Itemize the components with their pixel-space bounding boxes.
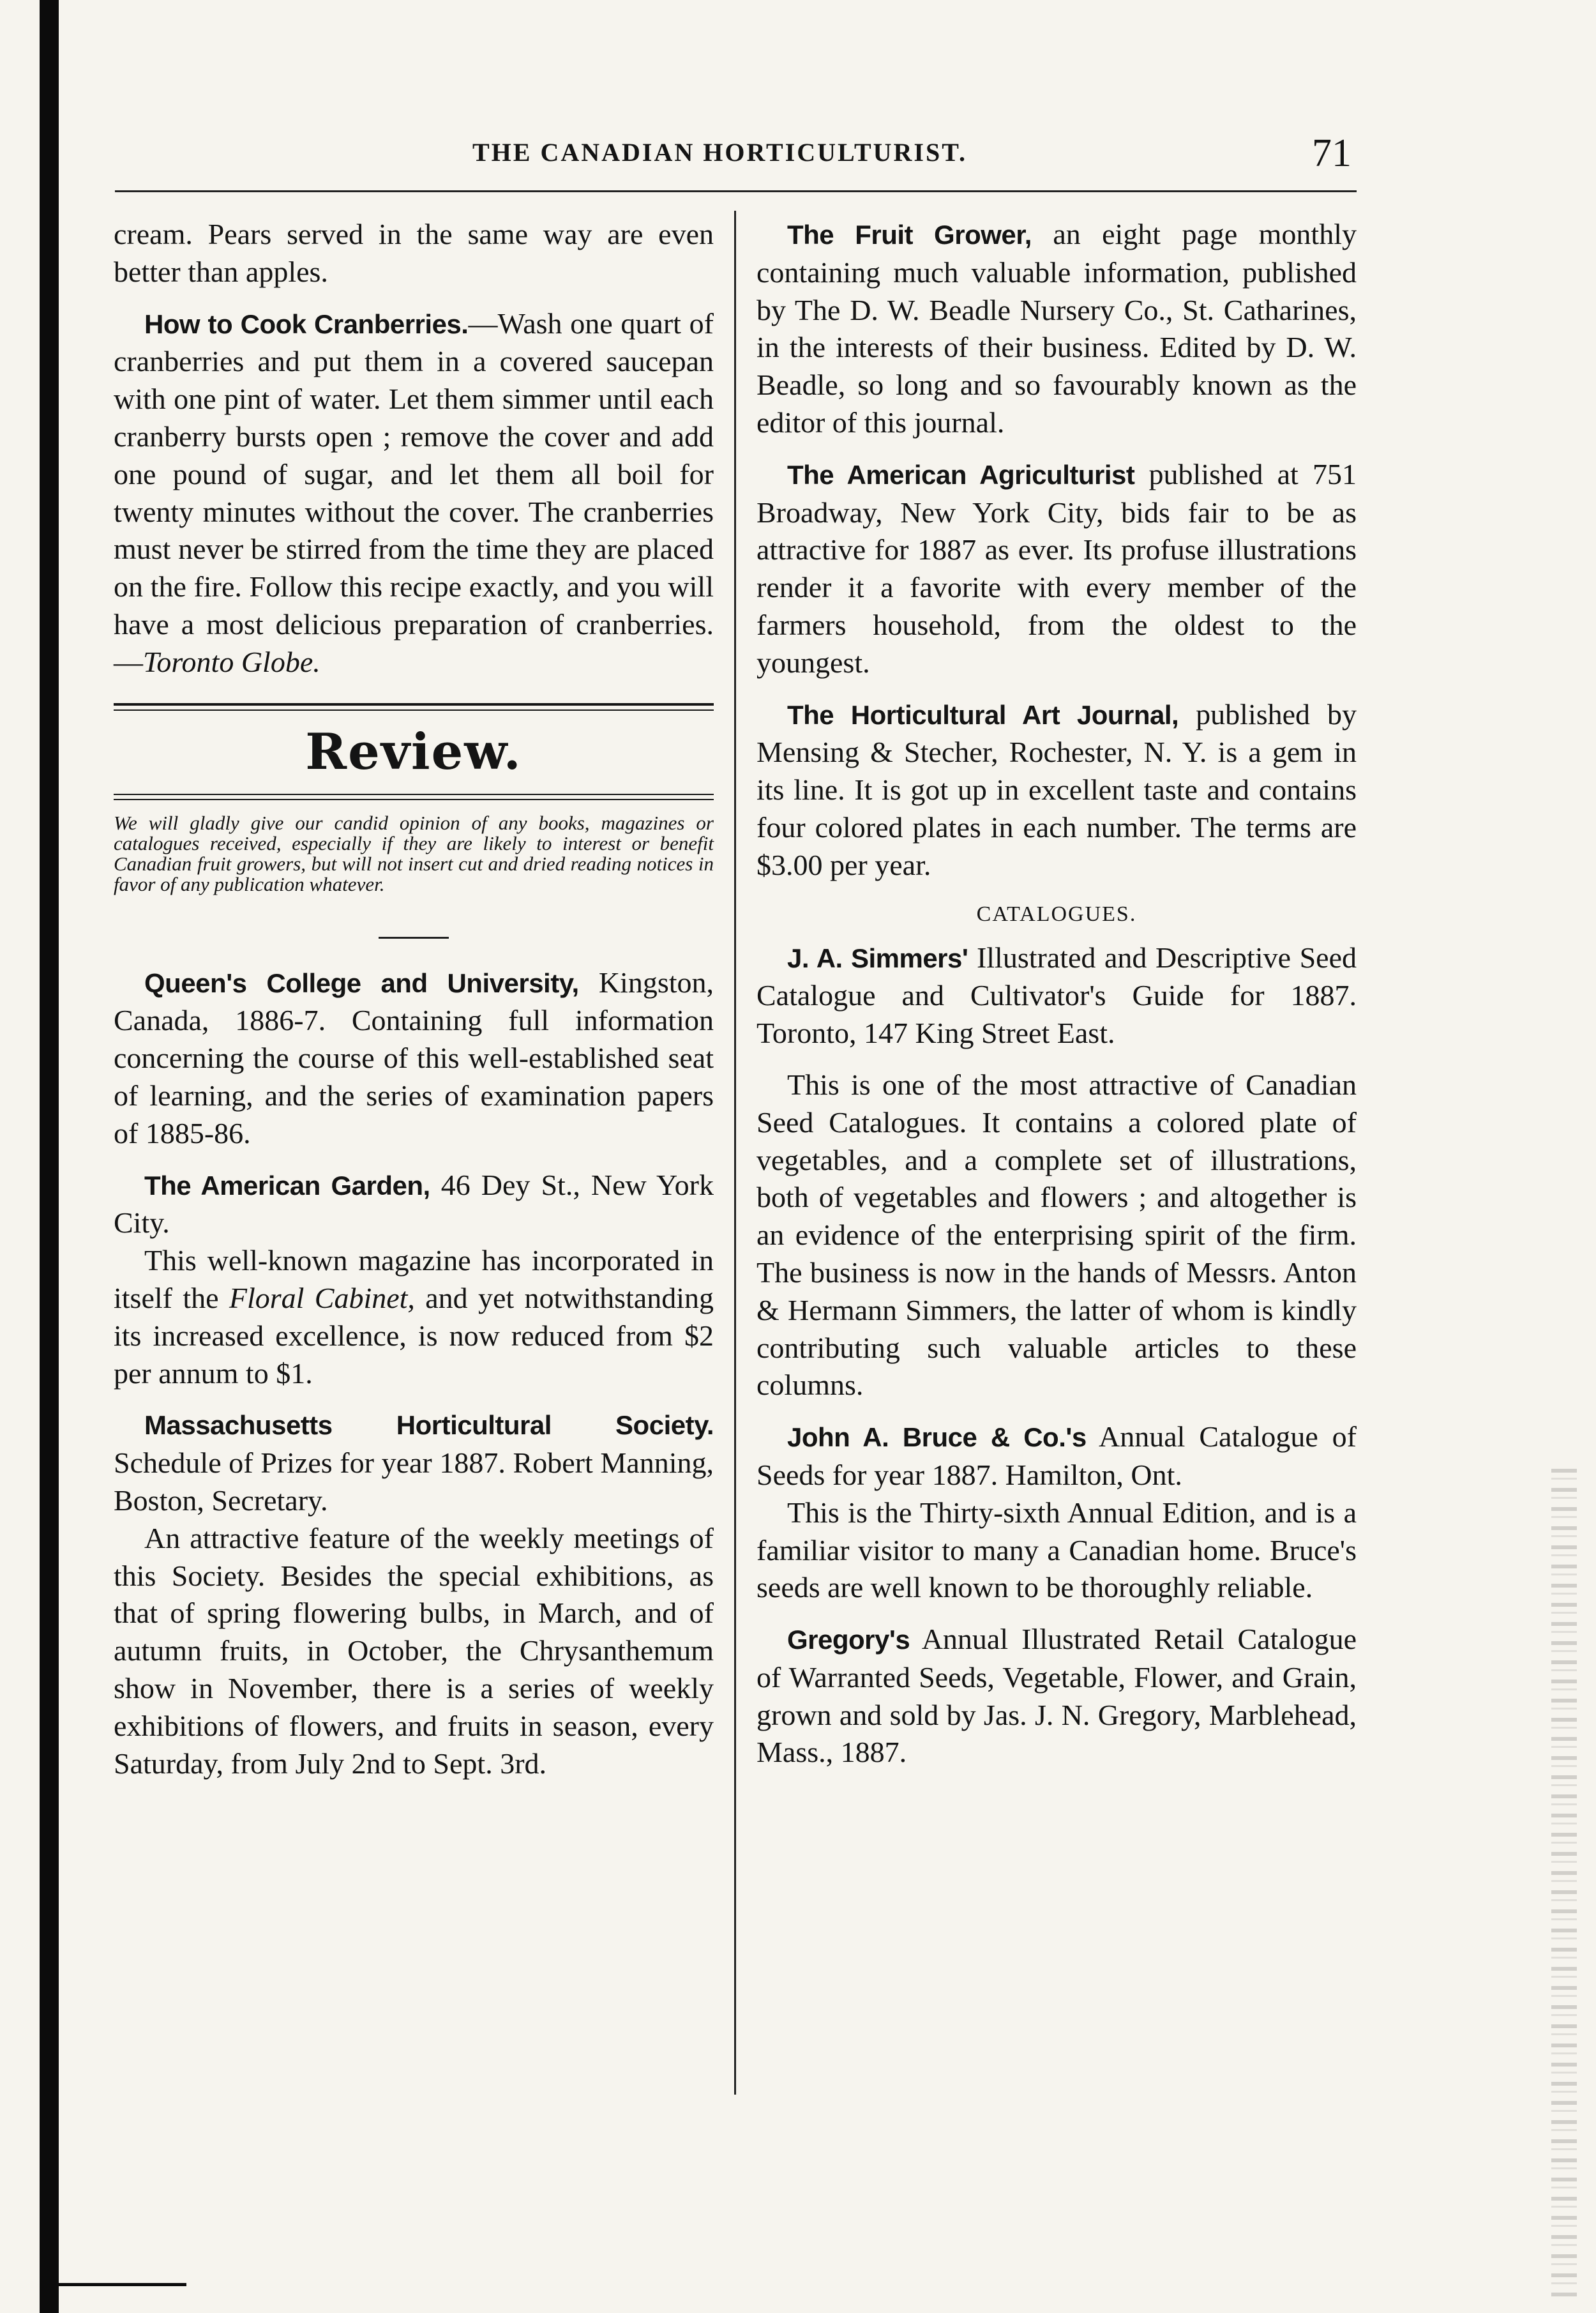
running-header bbox=[109, 131, 1385, 182]
paragraph-pears: cream. Pears served in the same way are even better than apples. bbox=[114, 218, 714, 288]
source-attribution: Toronto Globe. bbox=[143, 645, 320, 678]
review-entry-massachusetts: Massachusetts Horticultural Society. Schedule of Prizes for year 1887. Robert Manning, Boston, Secretary. bbox=[114, 1410, 714, 1517]
review-editorial-note: We will gladly give our candid opinion of any books, magazines or catalogues received, especially if they are likely to interest or benefit Canadian fruit growers, but will not insert cut and dried reading notices in favor of any publication whatever. bbox=[114, 811, 714, 895]
catalogue-entry-bruce: John A. Bruce & Co.'s Annual Catalogue of Seeds for year 1887. Hamilton, Ont. bbox=[757, 1420, 1357, 1491]
review-entry-american-garden-detail: This well-known magazine has incorporated in itself the Floral Cabinet, and yet notwithstanding its increased excellence, is now reduced from $2 per annum to $1. bbox=[114, 1244, 714, 1390]
entry-title: The American Agriculturist bbox=[787, 459, 1135, 490]
review-entry-massachusetts-detail: An attractive feature of the weekly meetings of this Society. Besides the special exhibitions, as that of spring flowering bulbs, in March, and of autumn fruits, in October, the Chrysanthemum show in November, there is a series of weekly exhibitions of flowers, and fruits in season, every Saturday, from July 2nd to Sept. 3rd. bbox=[114, 1521, 714, 1780]
entry-title: Gregory's bbox=[787, 1625, 910, 1655]
column-divider bbox=[734, 211, 736, 2095]
running-title: THE CANADIAN HORTICULTURIST. bbox=[472, 138, 967, 167]
entry-title: The American Garden, bbox=[144, 1170, 430, 1201]
entry-title: Queen's College and University, bbox=[144, 967, 579, 998]
paragraph-cranberries: How to Cook Cranberries.—Wash one quart of cranberries and put them in a covered saucepan with one pint of water. Let them simmer until each cranberry bursts open ; remove the cover and add one pound of sugar, and let them all boil for twenty minutes without the cover. The cranberries must never be stirred from the time they are placed on the fire. Follow this recipe exactly, and you will have a most delicious preparation of cranberries.—Toronto Globe. bbox=[114, 307, 714, 678]
entry-title: Massachusetts Horticultural Society. bbox=[144, 1410, 714, 1441]
catalogue-entry-bruce-detail: This is the Thirty-sixth Annual Edition, and is a familiar visitor to many a Canadian home. Bruce's seeds are well known to be thoroughly reliable. bbox=[757, 1496, 1357, 1604]
review-entry-american-garden: The American Garden, 46 Dey St., New York City. bbox=[114, 1168, 714, 1240]
review-entry-queens: Queen's College and University, Kingston, Canada, 1886-7. Containing full information concerning the course of this well-established seat of learning, and the series of examination papers of 1885-86. bbox=[114, 966, 714, 1149]
entry-title: The Fruit Grower, bbox=[787, 220, 1032, 250]
section-rule bbox=[114, 799, 714, 800]
entry-title: The Horticultural Art Journal, bbox=[787, 699, 1179, 730]
review-entry-american-agriculturist: The American Agriculturist published at 751 Broadway, New York City, bids fair to be as attractive for 1887 as ever. Its profuse illustrations render it a favorite with every member of the farmers household, from the oldest to the youngest. bbox=[757, 457, 1357, 679]
section-rule bbox=[114, 703, 714, 706]
review-entry-fruit-grower: The Fruit Grower, an eight page monthly containing much valuable information, published by The D. W. Beadle Nursery Co., St. Catharines, in the interests of their business. Edited by D. W. Beadle, so long and so favourably known as the editor of this journal. bbox=[757, 218, 1357, 439]
review-section-header bbox=[114, 703, 714, 800]
catalogues-heading: CATALOGUES. bbox=[976, 902, 1137, 926]
short-divider bbox=[379, 937, 449, 939]
entry-title: John A. Bruce & Co.'s bbox=[787, 1422, 1087, 1453]
section-rule bbox=[114, 794, 714, 795]
publication-name: Floral Cabinet, bbox=[229, 1281, 415, 1314]
right-column bbox=[757, 216, 1357, 1786]
catalogue-entry-simmers: J. A. Simmers' Illustrated and Descriptive Seed Catalogue and Cultivator's Guide for 1887. Toronto, 147 King Street East. bbox=[757, 941, 1357, 1050]
section-heading: Review. bbox=[305, 722, 522, 781]
entry-title: J. A. Simmers' bbox=[787, 943, 968, 973]
review-entry-horticultural-art-journal: The Horticultural Art Journal, published by Mensing & Stecher, Rochester, N. Y. is a gem in its line. It is got up in excellent taste and contains four colored plates in each number. The terms are $3.00 per year. bbox=[757, 697, 1357, 881]
page-number: 71 bbox=[1312, 132, 1351, 175]
catalogue-entry-simmers-detail: This is one of the most attractive of Canadian Seed Catalogues. It contains a colored plate of vegetables, and a complete set of illustrations, both of vegetables and flowers ; and altogether is an evidence of the enterprising spirit of the firm. The business is now in the hands of Messrs. Anton & Hermann Simmers, the latter of whom is kindly contributing such valuable articles to these columns. bbox=[757, 1068, 1357, 1402]
entry-title: How to Cook Cranberries. bbox=[144, 308, 469, 339]
catalogue-entry-gregory: Gregory's Annual Illustrated Retail Catalogue of Warranted Seeds, Vegetable, Flower, and Grain, grown and sold by Jas. J. N. Gregory, Marblehead, Mass., 1887. bbox=[757, 1623, 1357, 1769]
left-column bbox=[114, 216, 714, 1796]
header-rule bbox=[115, 190, 1357, 192]
